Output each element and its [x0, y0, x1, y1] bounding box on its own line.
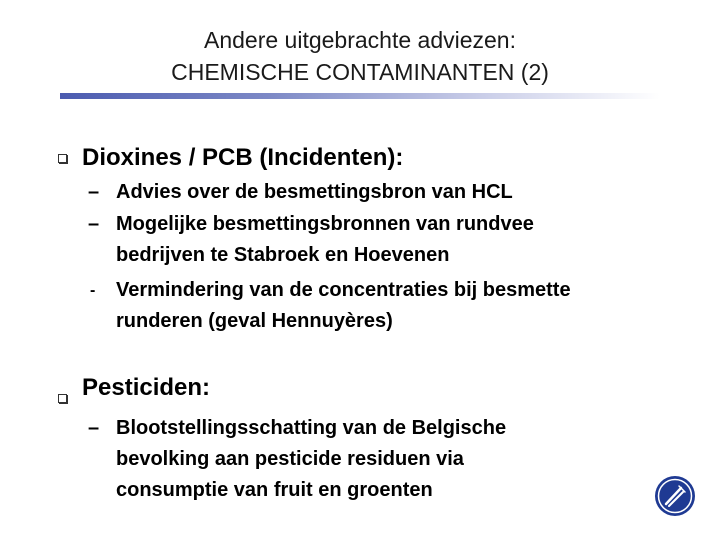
- dash-marker: –: [88, 417, 100, 439]
- list-item-line: Vermindering van de concentraties bij besmette: [116, 279, 571, 301]
- bullet-square-icon: [58, 154, 67, 163]
- list-item-line: consumptie van fruit en groenten: [116, 479, 433, 501]
- title-underline: [60, 93, 660, 99]
- slide-title: [60, 24, 660, 88]
- list-item-line: Mogelijke besmettingsbronnen van rundvee: [116, 213, 534, 235]
- list-item: [116, 275, 676, 337]
- list-item-line: bedrijven te Stabroek en Hoevenen: [116, 244, 450, 266]
- list-item-line: Blootstellingsschatting van de Belgische: [116, 417, 507, 439]
- dash-marker: –: [88, 181, 100, 203]
- list-item: [116, 177, 676, 208]
- title-line-1: Andere uitgebrachte adviezen:: [204, 27, 516, 53]
- list-item-line: bevolking aan pesticide residuen via: [116, 448, 464, 470]
- bullet-square-icon: [58, 394, 67, 403]
- fork-knife-circle-icon: [654, 475, 696, 517]
- list-item: [116, 209, 676, 271]
- dash-marker: -: [90, 282, 96, 299]
- dash-marker: –: [88, 213, 100, 235]
- list-item: [116, 413, 676, 506]
- list-item-line: Advies over de besmettingsbron van HCL: [116, 181, 513, 203]
- section-heading-dioxines: Dioxines / PCB (Incidenten):: [82, 144, 404, 171]
- title-line-2: CHEMISCHE CONTAMINANTEN (2): [171, 59, 549, 85]
- section-heading-pesticiden: Pesticiden:: [82, 374, 211, 401]
- list-item-line: runderen (geval Hennuyères): [116, 310, 393, 332]
